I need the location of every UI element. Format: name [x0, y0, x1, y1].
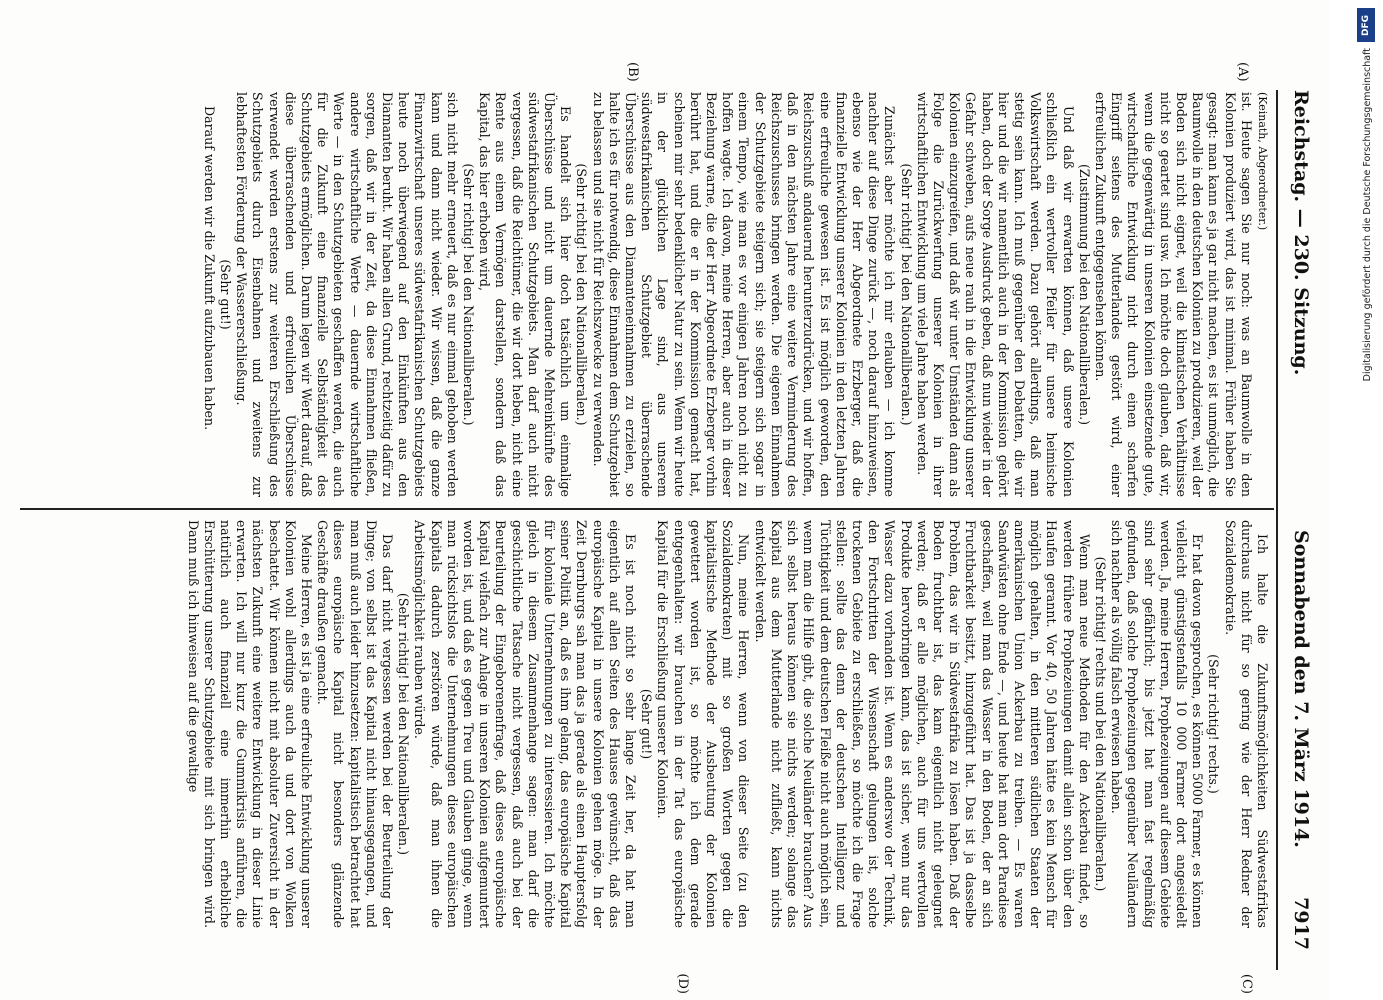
- paragraph: Nun, meine Herren, wenn von dieser Seite (zu den Sozialdemokraten) mit so großen Worten gegen die kapitalistische Methode der Ausbeutung der Kolonien gewettert worden ist, so möchte ich dem gerade entgegenhalten: wir brauchen in der Tat das europäische Kapital für die Erschließung unserer Kolonien.: [655, 520, 752, 928]
- interjection: (Sehr richtig! bei den Nationalliberalen.): [574, 163, 590, 426]
- paragraph: Zunächst aber möchte ich mir erlauben — ich komme nachher auf diese Dinge zurück —, noch darauf hinzuweisen, ebenso wie der Herr Abgeordnete Erzberger, daß die finanzielle Entwicklung unserer Kolonien in den letzten Jahren eine erfreuliche gewesen ist. Es ist möglich geworden, den Reichszuschuß andauernd herunterzudrücken, und wir hoffen, daß in den nächsten Jahre eine weitere Verminderung des Reichszuschusses bringen werden. Die eigenen Einnahmen der Schutzgebiete steigern sich; sie steigern sich sogar in einem Tempo, wie man es vor einigen Jahren noch nicht zu hoffen wagte. Ich davon, meine Herren, aber auch in dieser Beziehung warne, die der Herr Abgeordnete Erzberger vorhin berührt hat, und die er in der Kommission gemacht hat, scheinen mir sehr bedenklicher Natur zu sein. Wenn wir heute in der glücklichen Lage sind, aus unserem südwestafrikanischen Schutzgebiet überraschende Überschüsse aus den Diamanteneinnahmen zu erzielen, so halte ich es für notwendig, diese Einnahmen dem Schutzgebiet zu belassen und sie nicht für Reichszwecke zu verwenden.: [590, 92, 898, 497]
- interjection: (Sehr richtig! bei den Nationalliberalen.): [396, 592, 412, 856]
- margin-marker-d: (D): [675, 973, 690, 994]
- paragraph: Das darf nicht vergessen werden bei der Beurteilung der Dinge; von selbst ist das Kapital nicht hinausgegangen, und man muß auch leider hinzusetzen: kapitalistisch betrachtet hat dieses europäische Kapital nicht besonders glänzende Geschäfte draußen gemacht.: [315, 520, 396, 928]
- paragraph: Ich halte die Zukunftsmöglichkeiten Südwestafrikas durchaus nicht für so gering wie der Herr Redner der Sozialdemokratie.: [1222, 520, 1270, 928]
- paragraph: ist. Heute sagen Sie nur noch: was an Baumwolle in den Kolonien produziert wird, das ist minimal. Früher haben Sie gesagt: man kann es ja gar nicht machen, es ist unmöglich, die Baumwolle in den deutschen Kolonien zu produzieren, weil der Boden sich nicht eignet, weil die klimatischen Verhältnisse nicht so geartet sind usw. Ich möchte doch glauben, daß wir, wenn die gegenwärtig in unseren Kolonien einsetzende gute, wirtschaftliche Entwicklung nicht durch einen scharfen Eingriff seitens des Mutterlandes gestört wird, einer erfreulichen Zukunft entgegensehen können.: [1092, 92, 1254, 497]
- paragraph: Es ist noch nicht so sehr lange Zeit her, da hat man eigentlich auf allen Seiten des Hauses gewünscht, daß das europäische Kapital in unsere Kolonien gehen möge. In der Zeit Dernburgs sah man das ja gerade als einen Hauptersfolg seiner Politik an, daß es ihm gelang, das europäische Kapital für koloniale Unternehmungen zu interessieren. Ich möchte gleich in diesem Zusammenhange sagen: man darf die geschichtliche Tatsache nicht vergessen, daß auch bei der Beurteilung der Eingeborenenfrage, daß dieses europäische Kapital vielfach zur Anlage in unseren Kolonien aufgemuntert worden ist, und daß es gegen Treu und Glauben ginge, wenn man rücksichtslos die Unternehmungen dieses europäischen Kapitals dadurch zerstören würde, daß man ihnen die Arbeitsmöglichkeit rauben würde.: [412, 520, 639, 928]
- interjection: (Sehr gut!): [639, 688, 655, 760]
- right-text-column: [24, 520, 1270, 928]
- dfg-credit-text: Digitalisierung gefördert durch die Deutsche Forschungsgemeinschaft: [1362, 48, 1373, 382]
- paragraph: Meine Herren, es ist ja eine erfreuliche Entwicklung unserer Kolonien wohl allerdings auch da und dort von Wolken beschattet. Wir können nicht mit absoluter Zuversicht in der nächsten Zukunft eine weitere Entwicklung in dieser Linie erwarten. Ich will nur kurz die Gummikrisis anführen, die natürlich auch finanziell eine immerhin erhebliche Erschütterung unserer Schutzgebiete mit sich bringen wird. Dann muß ich hinweisen auf die gewaltige: [185, 520, 315, 928]
- running-header-date: Sonnabend den 7. März 1914.: [1290, 530, 1312, 848]
- interjection: (Sehr richtig! rechts und bei den Nationalliberalen.): [1092, 556, 1108, 892]
- interjection: (Sehr gut!): [218, 259, 233, 330]
- margin-marker-b: (B): [625, 62, 640, 82]
- dfg-watermark: [1355, 8, 1377, 708]
- paragraph: Darauf werden wir die Zukunft aufzubauen haben.: [201, 106, 217, 431]
- paragraph: sich nicht mehr erneuert, daß es nur einmal gehoben werden kann und dann nicht wieder. Wir wissen, daß die ganze Finanzwirtschaft unseres südwestafrikanischen Schutzgebiets heute noch überwiegend auf den Einkünften aus den Diamanten beruht. Wir haben allen Grund, rechtzeitig dafür zu sorgen, daß wir in der Zeit, da diese Einnahmen fließen, andere wirtschaftliche Werte — dauernde wirtschaftliche Werte — in den Schutzgebieten geschaffen werden, die auch für die Zukunft eine finanzielle Selbständigkeit des Schutzgebiets ermöglichen. Darum legen wir Wert darauf, daß diese überraschenden und erfreulichen Überschüsse verwendet werden erstens zur weiteren Erschließung des Schutzgebiets durch Eisenbahnen und zweitens zur lebhaftesten Förderung der Wassererschließung.: [234, 92, 460, 497]
- speaker-line: (Keinath, Abgeordneter.): [1256, 92, 1269, 231]
- margin-marker-c: (C): [1239, 973, 1254, 994]
- interjection: (Sehr richtig! bei den Nationalliberalen.): [461, 163, 477, 426]
- margin-marker-a: (A): [1235, 62, 1250, 82]
- interjection: (Sehr richtig! rechts.): [1206, 654, 1222, 794]
- paragraph: Es handelt sich hier doch tatsächlich um einmalige Überschüsse und nicht um dauernde Mehreinkünfte des südwestafrikanischen Schutzgebiets. Man darf auch nicht vergessen, daß die Reichtümer, die wir dort heben, nicht eine Rente aus einem Vermögen darstellen, sondern daß das Kapital, das hier erhoben wird,: [477, 92, 574, 497]
- running-header-title: Reichstag. — 230. Sitzung.: [1290, 90, 1312, 376]
- dfg-logo: DFG: [1357, 8, 1375, 42]
- interjection: (Sehr richtig! bei den Nationalliberalen.): [898, 163, 914, 426]
- paragraph: Wenn man neue Methoden für den Ackerbau findet, so werden frühere Prophezeiungen damit allein schon über den Haufen gerannt. Vor 40, 50 Jahren hätte es kein Mensch für möglich gehalten, in den mittleren südlichen Staaten der amerikanischen Union Ackerbau zu treiben. — Es waren Sandwüsten ohne Ende —, und heute hat man dort Paradiese geschaffen, weil man das Wasser in den Boden, der an sich Fruchtbarkeit besitzt, hinzugeführt hat. Das ist ja dasselbe Problem, das wir in Südwestafrika zu lösen haben. Daß der Boden fruchtbar ist, das kam eigentlich nicht geleugnet werden; daß er alle möglichen, auch für uns wertvollen Produkte hervorbringen kann, das ist sicher, wenn nur das Wasser dazu vorhanden ist. Wenn es anderswo der Technik, den Fortschritten der Wissenschaft gelungen ist, solche trockenen Gebiete zu erschließen, so möchte ich die Frage stellen: sollte das denn der deutschen Intelligenz und Tüchtigkeit und dem deutschen Fleiße nicht auch möglich sein, wenn man die Hilfe gibt, die solche Neuländer brauchen? Aus sich selbst heraus können sie nichts werden; solange das Kapital aus dem Mutterlande nicht zufließt, kann nichts entwickelt werden.: [752, 520, 1092, 928]
- column-divider: [20, 508, 1274, 510]
- paragraph: Und daß wir erwarten können, daß unsere Kolonien schließlich ein wertvoller Pfeiler für unsere heimische Volkswirtschaft werden. Dazu gehört allerdings, daß man stetig sein kann. Ich muß gegenüber den Debatten, die wir hier und die wir namentlich auch in der Kommission gehört haben, doch der Sorge Ausdruck geben, daß nun wieder in der Gefahr schweben, aufs neue rauh in die Entwicklung unserer Kolonien einzugreifen, und daß wir unter Umständen dann als Folge die Zurückwerfung unserer Kolonien in ihrer wirtschaftlichen Entwicklung um viele Jahre haben werden.: [914, 92, 1076, 497]
- left-text-column: [24, 92, 1270, 497]
- header-rule: [1276, 90, 1278, 970]
- interjection: (Zustimmung bei den Nationalliberalen.): [1076, 163, 1092, 426]
- page-number: 7917: [1290, 897, 1312, 950]
- paragraph: Er hat davon gesprochen, es können 5000 Farmer, es können vielleicht günstigstenfalls 10 000 Farmer dort angesiedelt werden. Ja, meine Herren, Prophezeiungen auf diesem Gebiete sind sehr gefährlich; bis jetzt hat man fast regelmäßig gefunden, daß solche Prophezeiungen gegenüber Neuländern sich nachher als völlig falsch erwiesen haben.: [1109, 520, 1206, 928]
